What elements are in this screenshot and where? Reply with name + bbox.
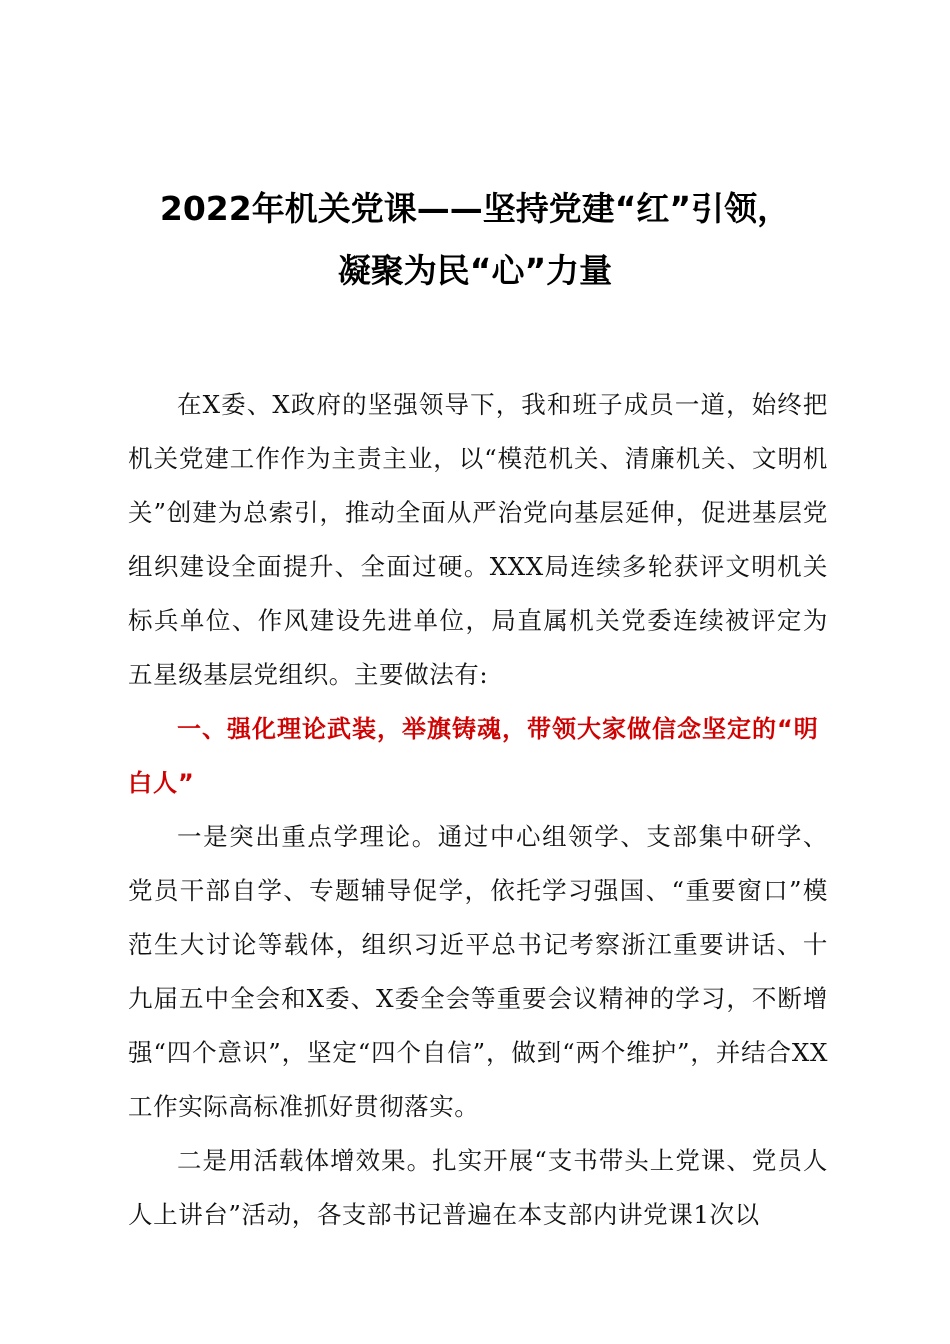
- section-heading-1: 一、强化理论武装，举旗铸魂，带领大家做信念坚定的“明白人”: [128, 715, 819, 797]
- section1-paragraph-1: 一是突出重点学理论。通过中心组领学、支部集中研学、党员干部自学、专题辅导促学，依托学习强国、“重要窗口”模范生大讨论等载体，组织习近平总书记考察浙江重要讲话、十九届五中全会和X委、X委全会等重要会议精神的学习，不断增强“四个意识”，坚定“四个自信”，做到“两个维护”，并结合XX工作实际高标准抓好贯彻落实。: [128, 822, 828, 1121]
- document-title-line-2: 凝聚为民“心”力量: [337, 251, 613, 290]
- section1-paragraph-2: 二是用活载体增效果。扎实开展“支书带头上党课、党员人人上讲台”活动，各支部书记普遍在本支部内讲党课1次以: [128, 1146, 828, 1229]
- document-title-line-1: 2022年机关党课——坚持党建“红”引领，: [159, 189, 791, 228]
- document-body: [128, 378, 828, 1242]
- intro-paragraph: 在X委、X政府的坚强领导下，我和班子成员一道，始终把机关党建工作作为主责主业，以“模范机关、清廉机关、文明机关”创建为总索引，推动全面从严治党向基层延伸，促进基层党组织建设全面提升、全面过硬。XXX局连续多轮获评文明机关标兵单位、作风建设先进单位，局直属机关党委连续被评定为五星级基层党组织。主要做法有:: [128, 390, 828, 689]
